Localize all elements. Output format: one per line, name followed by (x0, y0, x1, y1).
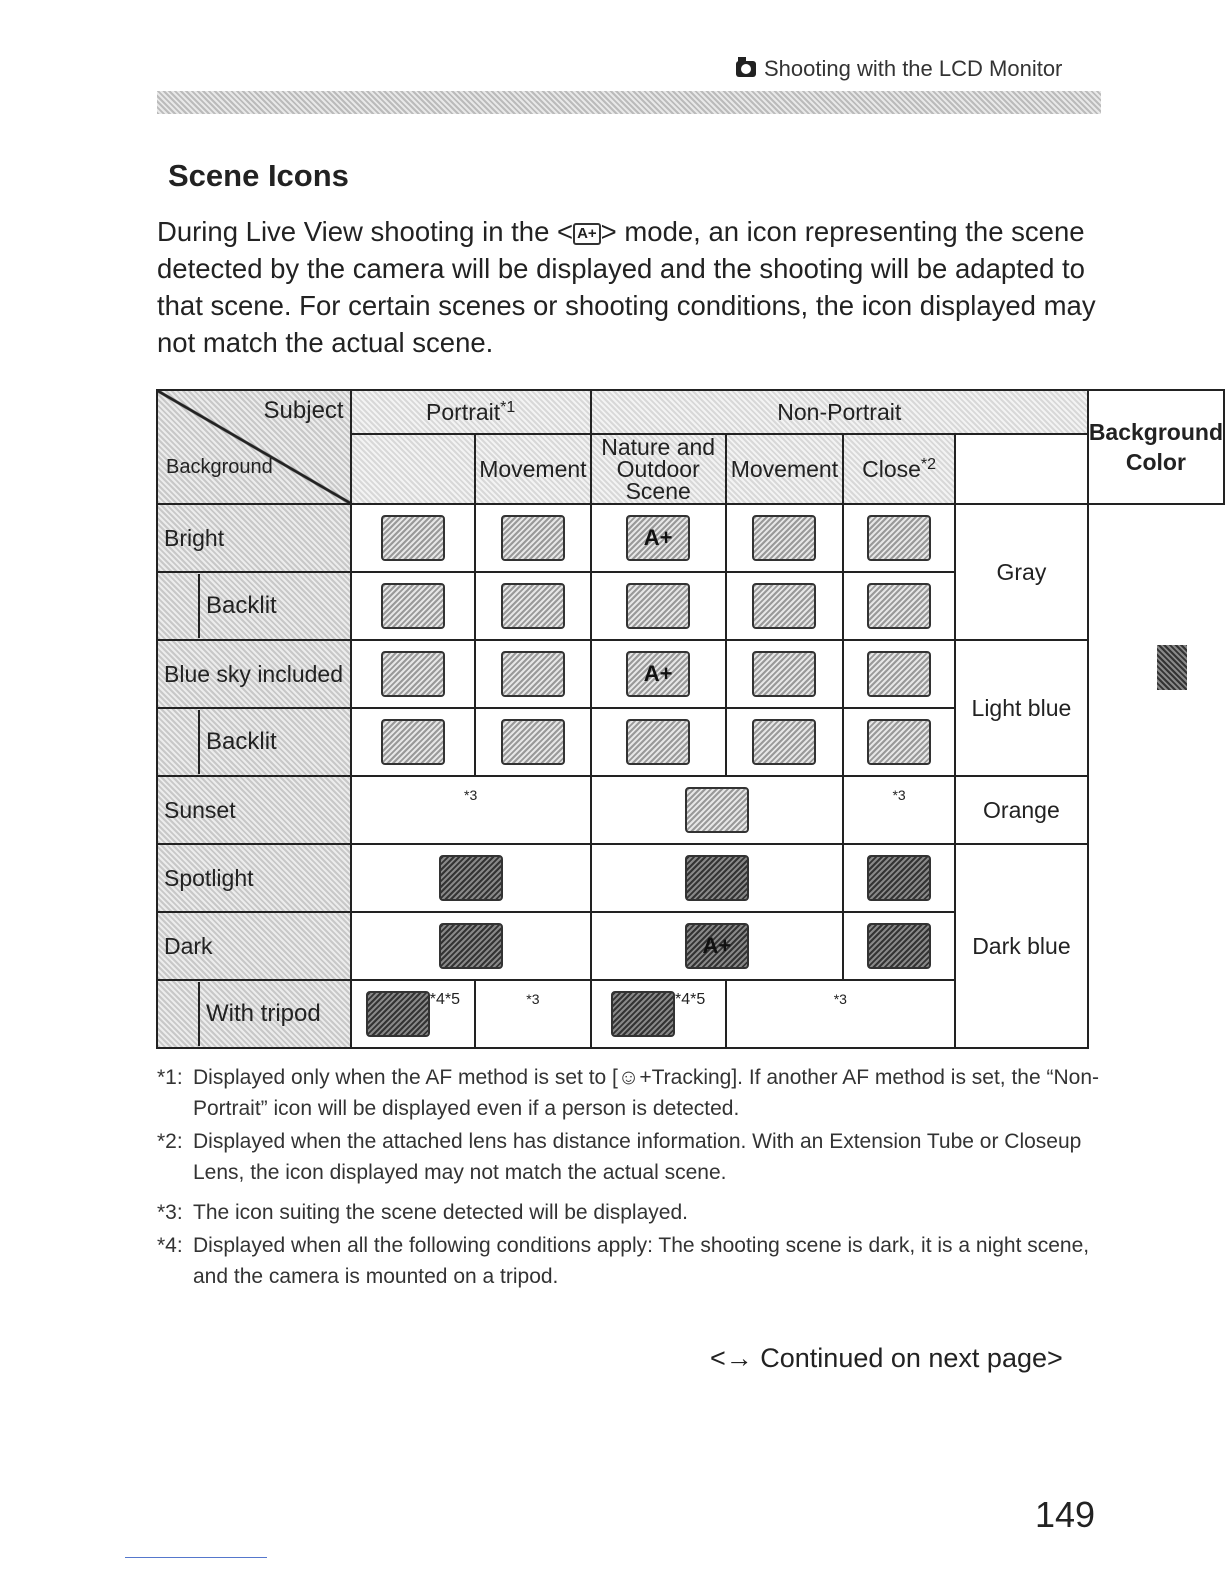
night-scene-icon (611, 991, 675, 1037)
backlit-portrait-icon (381, 583, 445, 629)
dark-portrait-icon (439, 923, 503, 969)
dark-close-up-icon (867, 923, 931, 969)
portrait-icon (381, 515, 445, 561)
auto-scene-icon: A+ (626, 515, 690, 561)
portrait-icon (381, 651, 445, 697)
spotlight-portrait-icon (439, 855, 503, 901)
movement-icon (752, 515, 816, 561)
nature-header: Nature and Outdoor Scene (591, 434, 726, 504)
portrait-movement-header: Movement (475, 434, 591, 504)
color-dark-blue: Dark blue (955, 844, 1088, 1048)
row-dark-with-tripod: With tripod (157, 980, 351, 1048)
spotlight-close-up-icon (867, 855, 931, 901)
camera-icon (736, 61, 756, 77)
row-blue-sky: Blue sky included (157, 640, 351, 708)
portrait-movement-icon (501, 515, 565, 561)
page-number: 149 (1035, 1494, 1096, 1535)
scene-icons-table: Subject Background Portrait$^{*1}$ Non-Portrait Background Color Movement Nature and Outdoor Scene Movement Close$^{*2}$ Bright A+ Gray Backlit Blue sky included A+ Light blue Backlit Sunset *3 *3 Orange Spotlight Dark blue Dark A+ With tripod $^{*4*5}$ *3 $^{*4*5}$ *3 (156, 389, 1225, 1049)
non-portrait-header: Non-Portrait (591, 390, 1088, 434)
dark-scene-icon: A+ (685, 923, 749, 969)
color-light-blue: Light blue (955, 640, 1088, 776)
row-bright: Bright (157, 504, 351, 572)
backlit-scene-icon (626, 719, 690, 765)
continued-note: <→ Continued on next page> (710, 1343, 1063, 1373)
backlit-close-up-icon (867, 719, 931, 765)
backlit-portrait-movement-icon (501, 583, 565, 629)
close-up-icon (867, 515, 931, 561)
portrait-header: Portrait$^{*1}$ (351, 390, 591, 434)
row-blue-sky-backlit: Backlit (157, 708, 351, 776)
backlit-movement-icon (752, 719, 816, 765)
background-color-header: Background Color (1088, 390, 1224, 504)
close-up-icon (867, 651, 931, 697)
auto-scene-icon: A+ (626, 651, 690, 697)
bottom-rule (125, 1557, 267, 1558)
movement-icon (752, 651, 816, 697)
row-dark: Dark (157, 912, 351, 980)
close-header: Close$^{*2}$ (843, 434, 955, 504)
footnote-3: *3: The icon suiting the scene detected will be displayed. (157, 1201, 688, 1224)
backlit-portrait-icon (381, 719, 445, 765)
backlit-portrait-movement-icon (501, 719, 565, 765)
auto-mode-icon: A+ (573, 223, 601, 245)
color-orange: Orange (955, 776, 1088, 844)
sunset-icon (685, 787, 749, 833)
row-bright-backlit: Backlit (157, 572, 351, 640)
footnote-4: *4: Displayed when all the following conditions apply: The shooting scene is dark, it is a night scene, and the camera is mounted on a tripod. (157, 1234, 1090, 1288)
footnote-2: *2: Displayed when the attached lens has distance information. With an Extension Tube or Closeup Lens, the icon displayed may not match the actual scene. (157, 1130, 1082, 1184)
header-band (157, 91, 1101, 114)
row-sunset: Sunset (157, 776, 351, 844)
color-gray: Gray (955, 504, 1088, 640)
non-portrait-movement-header: Movement (726, 434, 844, 504)
spotlight-icon (685, 855, 749, 901)
row-spotlight: Spotlight (157, 844, 351, 912)
chapter-tab-marker (1157, 645, 1187, 690)
night-portrait-icon (366, 991, 430, 1037)
corner-cell: Subject Background (157, 390, 351, 504)
backlit-movement-icon (752, 583, 816, 629)
page-header (736, 56, 1062, 82)
page-title: Scene Icons (168, 158, 349, 193)
header-section: Shooting with the LCD Monitor (764, 56, 1063, 81)
portrait-movement-icon (501, 651, 565, 697)
backlit-close-up-icon (867, 583, 931, 629)
backlit-scene-icon (626, 583, 690, 629)
footnote-1: *1: Displayed only when the AF method is set to [☺+Tracking]. If another AF method is set, the “Non-Portrait” icon will be displayed even if a person is detected. (157, 1066, 1100, 1120)
intro-paragraph: During Live View shooting in the < A+ > mode, an icon representing the scene detected by the camera will be displayed and the shooting will be adapted to that scene. For certain scenes or shooting conditions, the icon displayed may not match the actual scene. (157, 216, 1096, 358)
